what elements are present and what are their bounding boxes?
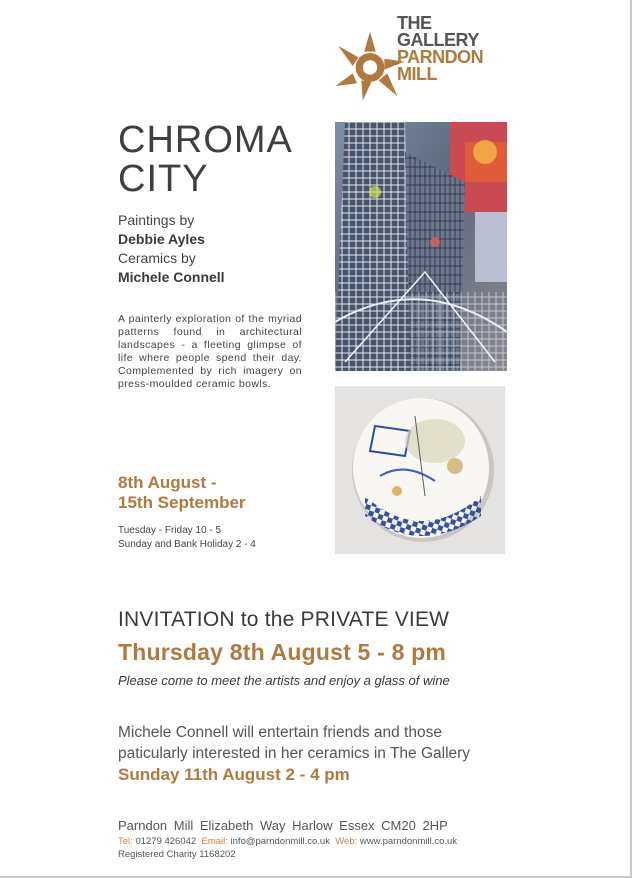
ceramics-event-date: Sunday 11th August 2 - 4 pm xyxy=(118,765,350,784)
private-view-date: Thursday 8th August 5 - 8 pm xyxy=(118,639,447,665)
ceramist-name: Michele Connell xyxy=(118,269,225,285)
opening-hours-sunday: Sunday and Bank Holiday 2 - 4 xyxy=(118,539,256,550)
private-view-heading: INVITATION to the PRIVATE VIEW xyxy=(118,608,450,631)
exhibition-description: A painterly exploration of the myriad patterns found in architectural landscapes - a fleeting glimpse of life where people spend their day. Complemented by rich imagery on press-moulded ceramic bowls. xyxy=(118,313,302,390)
logo-text-parndon: PARNDON xyxy=(397,47,484,67)
sun-star-icon xyxy=(334,30,406,102)
gallery-address: Parndon Mill Elizabeth Way Harlow Essex CM20 2HP xyxy=(118,818,448,833)
opening-hours-weekday: Tuesday - Friday 10 - 5 xyxy=(118,525,222,536)
exhibition-title-line1: CHROMA xyxy=(118,119,293,161)
exhibition-title-line2: CITY xyxy=(118,158,209,200)
paintings-label: Paintings by xyxy=(118,212,195,228)
exhibition-end-date: 15th September xyxy=(118,493,246,512)
ceramics-event-text-line2: paticularly interested in her ceramics in The Gallery xyxy=(118,745,471,762)
logo-text-the: THE xyxy=(397,13,432,33)
painting-image xyxy=(335,122,507,371)
charity-number: Registered Charity 1168202 xyxy=(118,849,236,860)
tel-label: Tel: xyxy=(118,836,133,847)
ceramic-bowl-image xyxy=(335,386,505,554)
exhibition-start-date: 8th August - xyxy=(118,473,217,492)
email-label: Email: xyxy=(201,836,228,847)
ceramics-label: Ceramics by xyxy=(118,250,196,266)
tel-number: 01279 426042 xyxy=(135,836,197,847)
logo-text-gallery: GALLERY xyxy=(397,30,479,50)
gallery-logo xyxy=(334,14,524,102)
logo-text-mill: MILL xyxy=(397,64,437,84)
contact-line xyxy=(118,836,457,847)
painter-name: Debbie Ayles xyxy=(118,231,205,247)
web-label: Web: xyxy=(335,836,358,847)
private-view-note: Please come to meet the artists and enjoy a glass of wine xyxy=(118,673,450,688)
email-link[interactable]: info@parndonmill.co.uk xyxy=(230,836,330,847)
ceramics-event-text-line1: Michele Connell will entertain friends and those xyxy=(118,724,442,741)
web-link[interactable]: www.parndonmill.co.uk xyxy=(359,836,458,847)
